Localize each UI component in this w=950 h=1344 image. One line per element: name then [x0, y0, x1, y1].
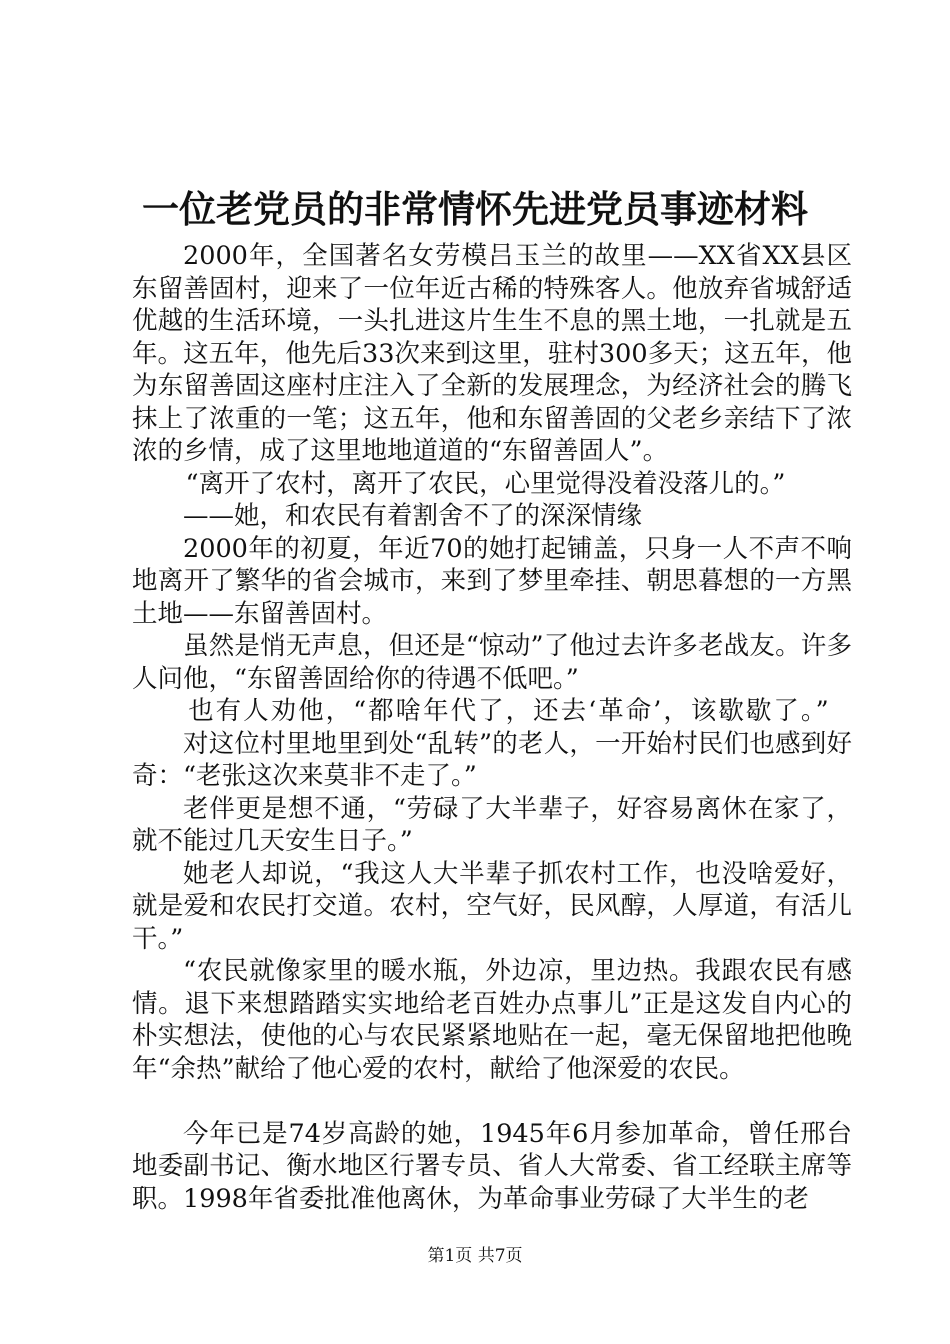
paragraph-reply: 她老人却说，“我这人大半辈子抓农村工作，也没啥爱好，就是爱和农民打交道。农村，空气好，民风醇，人厚道，有活儿干。”	[132, 858, 852, 954]
paragraph-subheading: ——她，和农民有着割舍不了的深深情缘	[183, 501, 643, 531]
paragraph-biography: 今年已是74岁高龄的她，1945年6月参加革命，曾任邢台地委副书记、衡水地区行署专员、省人大常委、省工经联主席等职。1998年省委批准他离休，为革命事业劳碌了大半生的老	[132, 1118, 852, 1214]
paragraph-quote: “离开了农村，离开了农民，心里觉得没着没落儿的。”	[185, 468, 786, 499]
page-footer: 第1页 共7页	[427, 1246, 523, 1266]
paragraph-thermos: “农民就像家里的暖水瓶，外边凉，里边热。我跟农民有感情。退下来想踏踏实实地给老百姓办点事儿”正是这发自内心的朴实想法，使他的心与农民紧紧地贴在一起，毫无保留地把他晚年“余热”献给了他心爱的农村，献给了他深爱的农民。	[132, 956, 852, 1084]
paragraph-spouse: 老伴更是想不通，“劳碌了大半辈子，好容易离休在家了，就不能过几天安生日子。”	[132, 793, 852, 856]
paragraph-summer-2000: 2000年的初夏，年近70的她打起铺盖，只身一人不声不响地离开了繁华的省会城市，来到了梦里牵挂、朝思暮想的一方黑土地——东留善固村。	[132, 533, 852, 629]
paragraph-intro: 2000年，全国著名女劳模吕玉兰的故里——XX省XX县区东留善固村，迎来了一位年近古稀的特殊客人。他放弃省城舒适优越的生活环境，一头扎进这片生生不息的黑土地，一扎就是五年。这五年，他先后33次来到这里，驻村300多天；这五年，他为东留善固这座村庄注入了全新的发展理念，为经济社会的腾飞抹上了浓重的一笔；这五年，他和东留善固的父老乡亲结下了浓浓的乡情，成了这里地地道道的“东留善固人”。	[132, 241, 852, 466]
paragraph-old-comrades: 虽然是悄无声息，但还是“惊动”了他过去许多老战友。许多人问他，“东留善固给你的待遇不低吧。”	[132, 631, 852, 694]
paragraph-villagers: 对这位村里地里到处“乱转”的老人，一开始村民们也感到好奇：“老张这次来莫非不走了。”	[132, 728, 852, 791]
paragraph-advice: 也有人劝他，“都啥年代了，还去‘革命’，该歇歇了。”	[188, 696, 831, 726]
document-body	[132, 240, 852, 1215]
document-title: 一位老党员的非常情怀先进党员事迹材料	[142, 187, 808, 231]
